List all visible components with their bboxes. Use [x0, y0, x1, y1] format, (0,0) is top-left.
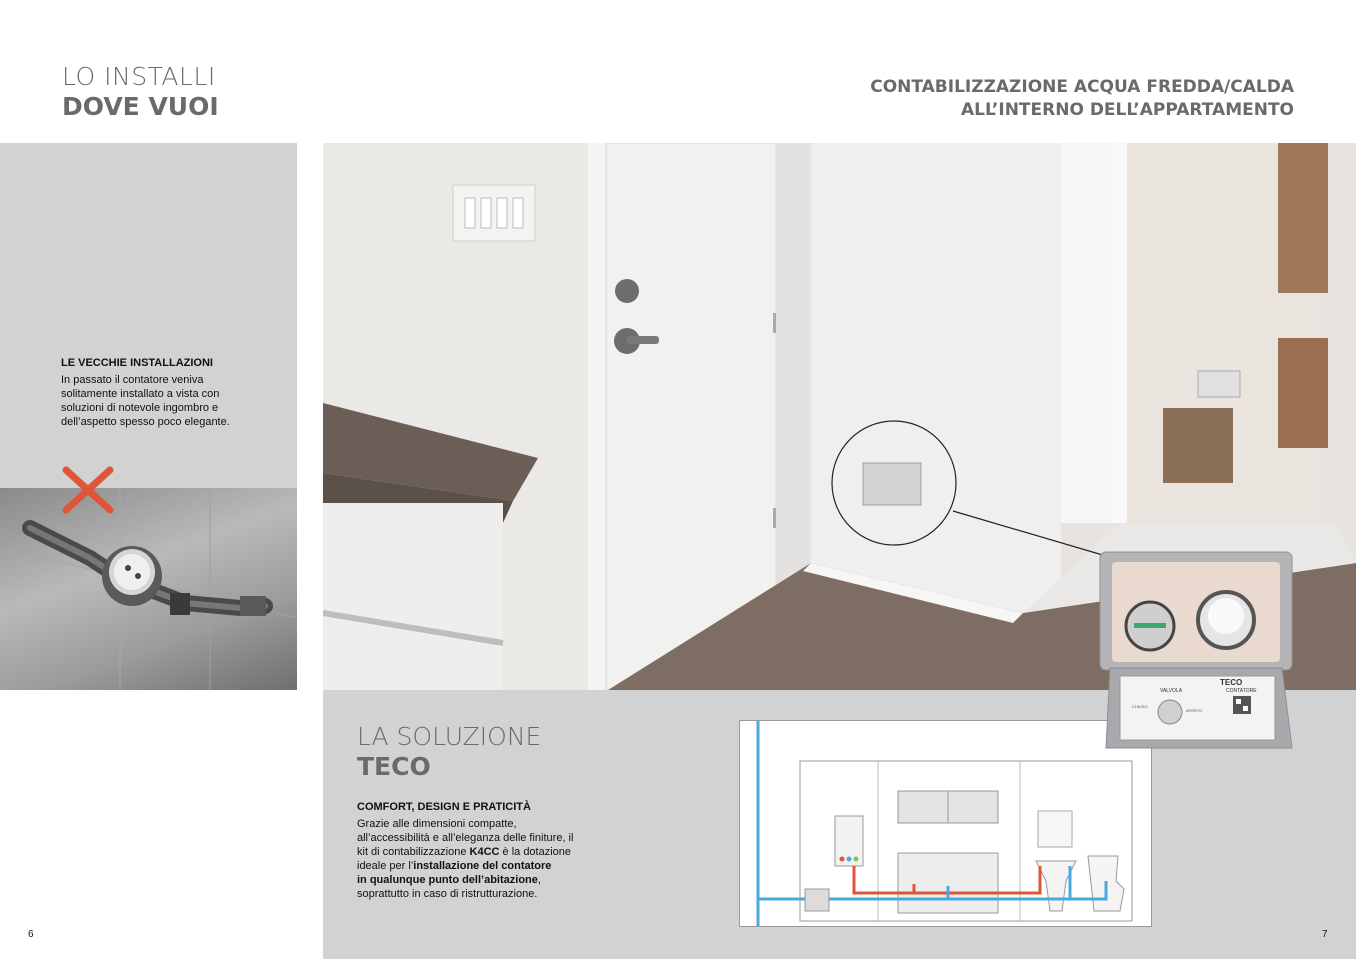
solution-line-1: Grazie alle dimensioni compatte, [357, 818, 517, 830]
solution-line-4b: installazione del contatore [413, 860, 552, 872]
page-number-right: 7 [1322, 929, 1328, 940]
teco-meter-box [1098, 550, 1294, 753]
page-number-left: 6 [28, 929, 34, 940]
old-text-line-2: solitamente installato a vista con [61, 388, 220, 400]
right-heading-line-1: CONTABILIZZAZIONE ACQUA FREDDA/CALDA [870, 77, 1294, 97]
solution-text-block [357, 801, 597, 901]
solution-line-6: soprattutto in caso di ristrutturazione. [357, 888, 538, 900]
solution-line-4 [357, 859, 597, 873]
right-page-heading [870, 76, 1294, 122]
solution-line-5c: , [537, 874, 541, 886]
old-text-line-4: dell’aspetto spesso poco elegante. [61, 416, 230, 428]
solution-paragraph [357, 817, 597, 901]
old-meter-illustration [0, 488, 297, 690]
teco-open-label: APERTO [1186, 708, 1203, 713]
solution-heading [357, 722, 541, 782]
old-text-line-3: soluzioni di notevole ingombro e [61, 402, 219, 414]
solution-line-5 [357, 873, 597, 887]
solution-heading-line-2: TECO [357, 752, 431, 781]
cross-icon [60, 462, 116, 518]
teco-brand-text: TECO [1220, 678, 1243, 687]
plumbing-schematic [740, 721, 1151, 926]
old-installations-block [61, 357, 281, 429]
old-meter-photo [0, 488, 297, 690]
old-installations-title: LE VECCHIE INSTALLAZIONI [61, 357, 213, 369]
heading-line-1: LO INSTALLI [62, 62, 216, 91]
solution-subtitle: COMFORT, DESIGN E PRATICITÀ [357, 801, 531, 813]
teco-box-illustration [1098, 550, 1294, 753]
solution-line-5a: in qualunque punto dell’abitazione [357, 874, 538, 886]
teco-meter-label: CONTATORE [1226, 688, 1257, 694]
heading-line-2: DOVE VUOI [62, 92, 219, 121]
right-heading-line-2: ALL’INTERNO DELL’APPARTAMENTO [961, 100, 1294, 120]
solution-line-2: all’accessibilità e all’eleganza delle finiture, il [357, 832, 574, 844]
product-code: K4CC [469, 846, 500, 858]
left-page-heading [62, 62, 219, 122]
solution-line-3a: kit di contabilizzazione [357, 846, 470, 858]
teco-valve-label: VALVOLA [1160, 688, 1183, 694]
solution-line-3c: è la dotazione [499, 846, 572, 858]
solution-heading-line-1: LA SOLUZIONE [357, 722, 542, 751]
solution-line-4a: ideale per l’ [357, 860, 414, 872]
old-text-line-1: In passato il contatore veniva [61, 374, 204, 386]
installation-diagram [739, 720, 1152, 927]
solution-line-3 [357, 845, 597, 859]
teco-closed-label: CHIUSO [1132, 704, 1148, 709]
